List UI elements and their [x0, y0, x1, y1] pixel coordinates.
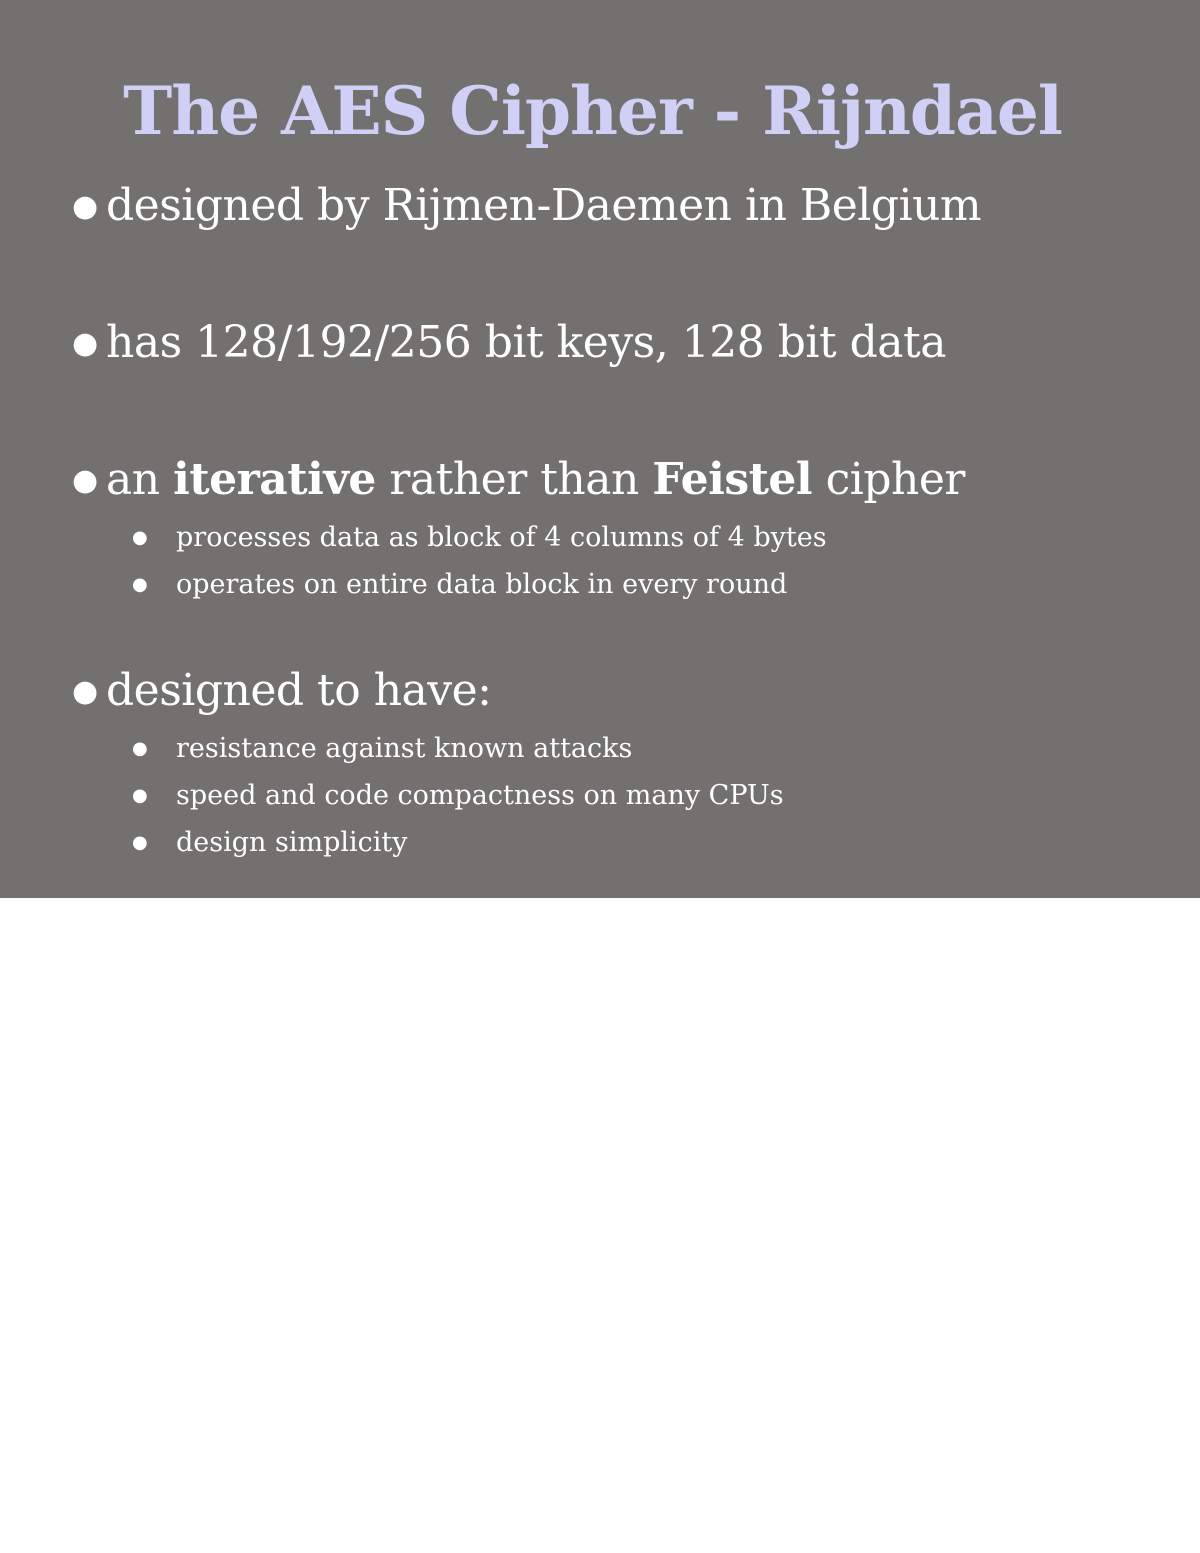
bullet-text-emphasis: Feistel	[652, 454, 813, 505]
bullet-item-designed-by	[72, 176, 981, 237]
sub-bullet-icon: ●	[132, 738, 148, 759]
bullet-icon: ●	[72, 189, 98, 224]
sub-item	[132, 778, 784, 814]
bullet-text-emphasis: iterative	[173, 454, 376, 505]
sub-bullet-icon: ●	[132, 832, 148, 853]
bullet-item-designed-to-have	[72, 661, 492, 722]
sub-item-text: design simplicity	[176, 827, 408, 858]
sub-item	[132, 567, 787, 603]
sub-bullet-icon: ●	[132, 527, 148, 548]
sub-item-text: resistance against known attacks	[176, 733, 633, 764]
bullet-text-part: cipher	[812, 454, 965, 505]
sub-item-text: processes data as block of 4 columns of 4 bytes	[176, 522, 827, 553]
sub-item-text: operates on entire data block in every round	[176, 569, 788, 600]
bullet-text: designed to have:	[106, 665, 492, 716]
bullet-icon: ●	[72, 463, 98, 498]
bullet-icon: ●	[72, 326, 98, 361]
bullet-icon: ●	[72, 674, 98, 709]
sub-item-text: speed and code compactness on many CPUs	[176, 780, 784, 811]
slide-title: The AES Cipher - Rijndael	[123, 72, 1062, 150]
bullet-text: designed by Rijmen-Daemen in Belgium	[106, 180, 982, 231]
bullet-item-keys	[72, 313, 946, 374]
bullet-item-iterative	[72, 450, 965, 511]
bullet-text-part: rather than	[375, 454, 653, 505]
sub-item	[132, 520, 827, 556]
bullet-text: has 128/192/256 bit keys, 128 bit data	[106, 317, 946, 368]
sub-bullet-icon: ●	[132, 574, 148, 595]
bullet-text-part: an	[106, 454, 174, 505]
sub-item	[132, 731, 632, 767]
blank-page-area	[0, 898, 1200, 1553]
sub-bullet-icon: ●	[132, 785, 148, 806]
sub-item	[132, 825, 408, 861]
